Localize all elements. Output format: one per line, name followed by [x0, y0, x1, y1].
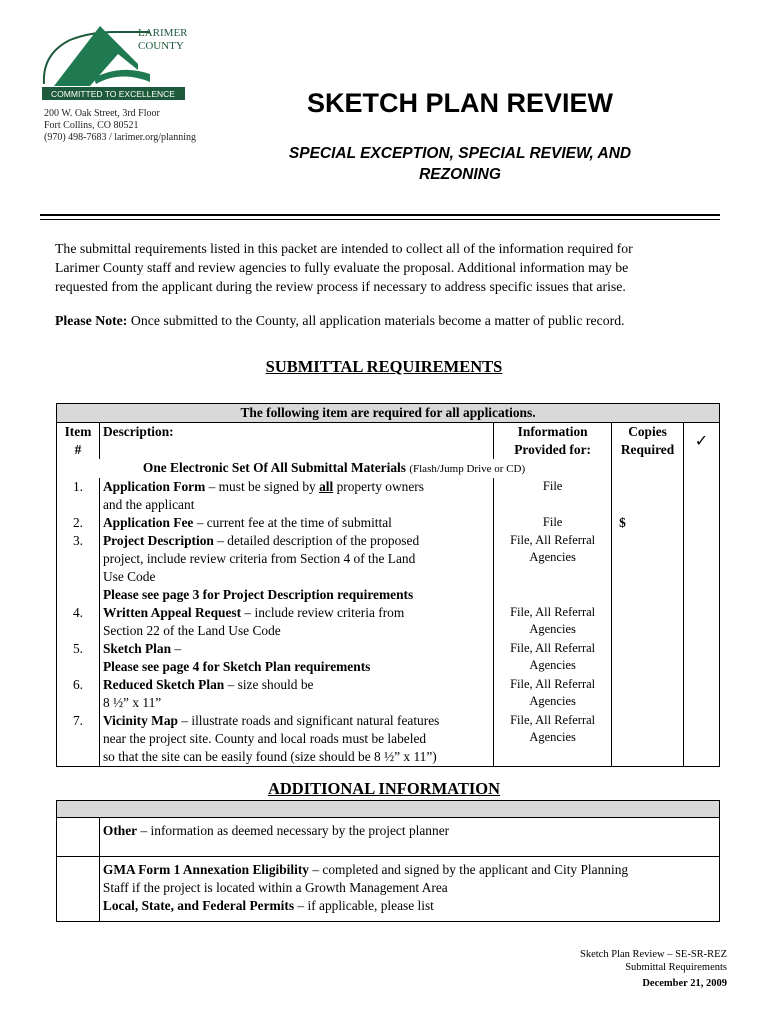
- address-line-3: (970) 498-7683 / larimer.org/planning: [44, 132, 197, 143]
- item-number: 5.: [57, 640, 100, 676]
- address-line-1: 200 W. Oak Street, 3rd Floor: [44, 108, 160, 119]
- table-banner: The following item are required for all applications.: [57, 404, 720, 423]
- page-title: SKETCH PLAN REVIEW: [306, 88, 614, 118]
- col-header-copies: Copies Required: [612, 423, 684, 460]
- item-number: 6.: [57, 676, 100, 712]
- item-info-provided: File: [494, 514, 612, 532]
- table-row: [57, 604, 720, 640]
- intro-paragraph: [55, 239, 715, 296]
- footer-line-2: Submittal Requirements: [625, 962, 727, 973]
- item-copies-required[interactable]: [612, 640, 684, 676]
- footer: [580, 948, 727, 990]
- item-copies-required[interactable]: [612, 676, 684, 712]
- item-description: Written Appeal Request – include review criteria from Section 22 of the Land Use Code: [99, 604, 493, 640]
- additional-checkbox[interactable]: [57, 818, 100, 857]
- electronic-set-row: One Electronic Set Of All Submittal Materials (Flash/Jump Drive or CD): [57, 459, 612, 478]
- item-copies-required[interactable]: [612, 604, 684, 640]
- item-copies-required[interactable]: [612, 532, 684, 604]
- page-subtitle: [240, 143, 680, 185]
- item-info-provided: File, All Referral Agencies: [494, 676, 612, 712]
- item-description: Sketch Plan – Please see page 4 for Sketch Plan requirements: [99, 640, 493, 676]
- item-number: 1.: [57, 478, 100, 514]
- item-info-provided: File, All Referral Agencies: [494, 640, 612, 676]
- additional-table: [56, 800, 720, 922]
- table-row: [57, 818, 720, 857]
- table-row: [57, 478, 720, 514]
- item-copies-required[interactable]: [612, 478, 684, 514]
- intro-line-1: The submittal requirements listed in this packet are intended to collect all of the information required for: [55, 241, 633, 256]
- item-checkbox[interactable]: [684, 532, 720, 604]
- additional-checkbox[interactable]: [57, 857, 100, 922]
- electronic-set-info: File: [542, 479, 563, 493]
- larimer-county-logo: [40, 24, 190, 102]
- item-description: Application Form – must be signed by all property owners and the applicant: [99, 478, 493, 514]
- item-description: Reduced Sketch Plan – size should be 8 ½” x 11”: [99, 676, 493, 712]
- check-mark-icon: ✓: [684, 423, 720, 460]
- item-info-provided: File, All Referral Agencies: [494, 604, 612, 640]
- logo-line1: LARIMER: [138, 27, 188, 39]
- header-rule-thick: [40, 214, 720, 216]
- item-description: Project Description – detailed description of the proposed project, include review criteria from Section 4 of the Land Use Code Please see page 3 for Project Description requirements: [99, 532, 493, 604]
- item-checkbox[interactable]: [684, 478, 720, 514]
- address-line-2: Fort Collins, CO 80521: [44, 120, 139, 131]
- header-rule-thin: [40, 219, 720, 220]
- item-checkbox[interactable]: [684, 640, 720, 676]
- item-number: 4.: [57, 604, 100, 640]
- item-number: 2.: [57, 514, 100, 532]
- col-header-item: Item #: [57, 423, 100, 460]
- submittal-table: [56, 403, 720, 767]
- footer-line-1: Sketch Plan Review – SE-SR-REZ: [580, 949, 727, 960]
- table-row: [57, 712, 720, 767]
- col-header-info: Information Provided for:: [494, 423, 612, 460]
- logo-line2: COUNTY: [138, 40, 184, 52]
- additional-banner: [57, 801, 720, 818]
- intro-line-3: requested from the applicant during the review process if necessary to address specific issues that arise.: [55, 279, 626, 294]
- item-checkbox[interactable]: [684, 712, 720, 767]
- item-copies-required[interactable]: $: [612, 514, 684, 532]
- footer-date: December 21, 2009: [642, 978, 727, 989]
- col-header-description: Description:: [99, 423, 493, 460]
- table-row: [57, 532, 720, 604]
- table-row: [57, 514, 720, 532]
- item-description: Vicinity Map – illustrate roads and significant natural features near the project site. County and local roads must be labeled so that the site can be easily found (size should be 8 ½” x 11”): [99, 712, 493, 767]
- submittal-heading: SUBMITTAL REQUIREMENTS: [265, 357, 503, 376]
- intro-line-2: Larimer County staff and review agencies to fully evaluate the proposal. Additional information may be: [55, 260, 629, 275]
- item-info-provided: File, All Referral Agencies: [494, 712, 612, 767]
- additional-description: Other – information as deemed necessary by the project planner: [99, 818, 719, 857]
- table-row: [57, 676, 720, 712]
- logo-banner: COMMITTED TO EXCELLENCE: [51, 89, 175, 99]
- item-number: 3.: [57, 532, 100, 604]
- note-label: Please Note:: [55, 313, 128, 328]
- table-row: [57, 857, 720, 922]
- item-checkbox[interactable]: [684, 604, 720, 640]
- item-info-provided: [494, 478, 612, 514]
- public-record-note: [55, 311, 715, 330]
- note-text: Once submitted to the County, all application materials become a matter of public record.: [127, 313, 625, 328]
- item-number: 7.: [57, 712, 100, 767]
- table-row: [57, 640, 720, 676]
- item-info-provided: File, All Referral Agencies: [494, 532, 612, 604]
- item-copies-required[interactable]: [612, 712, 684, 767]
- item-checkbox[interactable]: [684, 676, 720, 712]
- item-checkbox[interactable]: [684, 514, 720, 532]
- item-description: Application Fee – current fee at the time of submittal: [99, 514, 493, 532]
- additional-description: GMA Form 1 Annexation Eligibility – completed and signed by the applicant and City Planning Staff if the project is located within a Growth Management Area Local, State, and Federal Permits – if applicable, please list: [99, 857, 719, 922]
- subtitle-line-2: REZONING: [419, 166, 501, 183]
- additional-heading: ADDITIONAL INFORMATION: [267, 779, 501, 798]
- subtitle-line-1: SPECIAL EXCEPTION, SPECIAL REVIEW, AND: [288, 145, 632, 162]
